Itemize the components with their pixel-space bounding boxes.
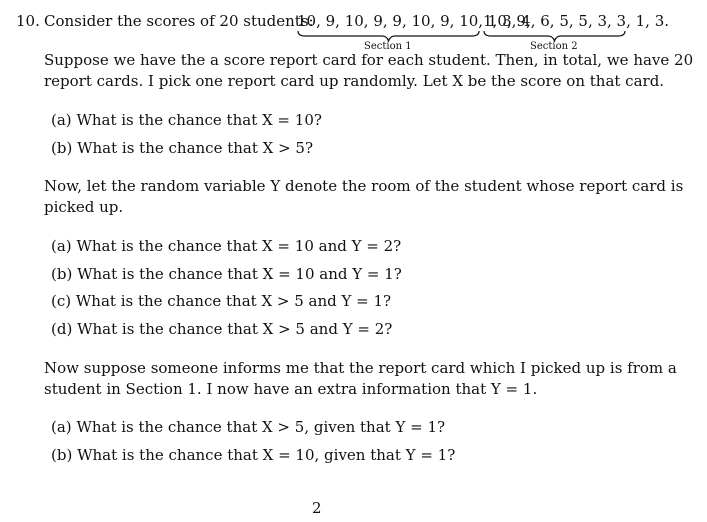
question-text: What is the chance that X = 10, given that Y = 1? <box>77 446 456 464</box>
question-label: (a) <box>51 418 72 436</box>
page-number: 2 <box>312 499 322 517</box>
section1-label: Section 1 <box>364 41 412 52</box>
part3-question-a <box>51 417 445 437</box>
section2-scores-text: 1, 3, 4, 6, 5, 5, 3, 3, 1, 3. <box>483 12 670 30</box>
part1-question-a <box>51 110 322 130</box>
part2-question-b <box>51 264 402 284</box>
question-text: What is the chance that X = 10 and Y = 1? <box>77 265 402 283</box>
part3-question-b <box>51 445 455 465</box>
section1-scores-text: 10, 9, 10, 9, 9, 10, 9, 10, 10, 9, <box>297 12 531 30</box>
part1-question-b <box>51 138 313 158</box>
para2-line2: picked up. <box>44 198 124 216</box>
question-text: What is the chance that X = 10 and Y = 2? <box>76 237 402 255</box>
question-text: What is the chance that X > 5 and Y = 1? <box>75 292 392 310</box>
question-label: (b) <box>51 265 73 283</box>
problem-number: 10. <box>16 12 40 30</box>
question-label: (c) <box>51 292 72 310</box>
question-text: What is the chance that X > 5? <box>77 139 314 157</box>
section2-label: Section 2 <box>530 41 578 52</box>
question-label: (b) <box>51 139 73 157</box>
para2-line1: Now, let the random variable Y denote the room of the student whose report card is <box>44 177 684 195</box>
para1-line1: Suppose we have the a score report card for each student. Then, in total, we have 20 <box>44 51 694 69</box>
para3-line1: Now suppose someone informs me that the report card which I picked up is from a <box>44 359 677 377</box>
question-label: (a) <box>51 237 72 255</box>
question-label: (d) <box>51 320 73 338</box>
question-text: What is the chance that X = 10? <box>76 111 322 129</box>
question-label: (a) <box>51 111 72 129</box>
section2-scores <box>483 11 669 31</box>
question-text: What is the chance that X > 5 and Y = 2? <box>77 320 393 338</box>
problem-intro-line <box>44 11 314 31</box>
para3-line2: student in Section 1. I now have an extra information that Y = 1. <box>44 380 538 398</box>
part2-question-a <box>51 236 401 256</box>
para1-line2: report cards. I pick one report card up randomly. Let X be the score on that card. <box>44 72 665 90</box>
question-label: (b) <box>51 446 73 464</box>
part2-question-c <box>51 291 391 311</box>
intro-text: Consider the scores of 20 students: <box>44 12 314 30</box>
part2-question-d <box>51 319 392 339</box>
question-text: What is the chance that X > 5, given that Y = 1? <box>76 418 446 436</box>
